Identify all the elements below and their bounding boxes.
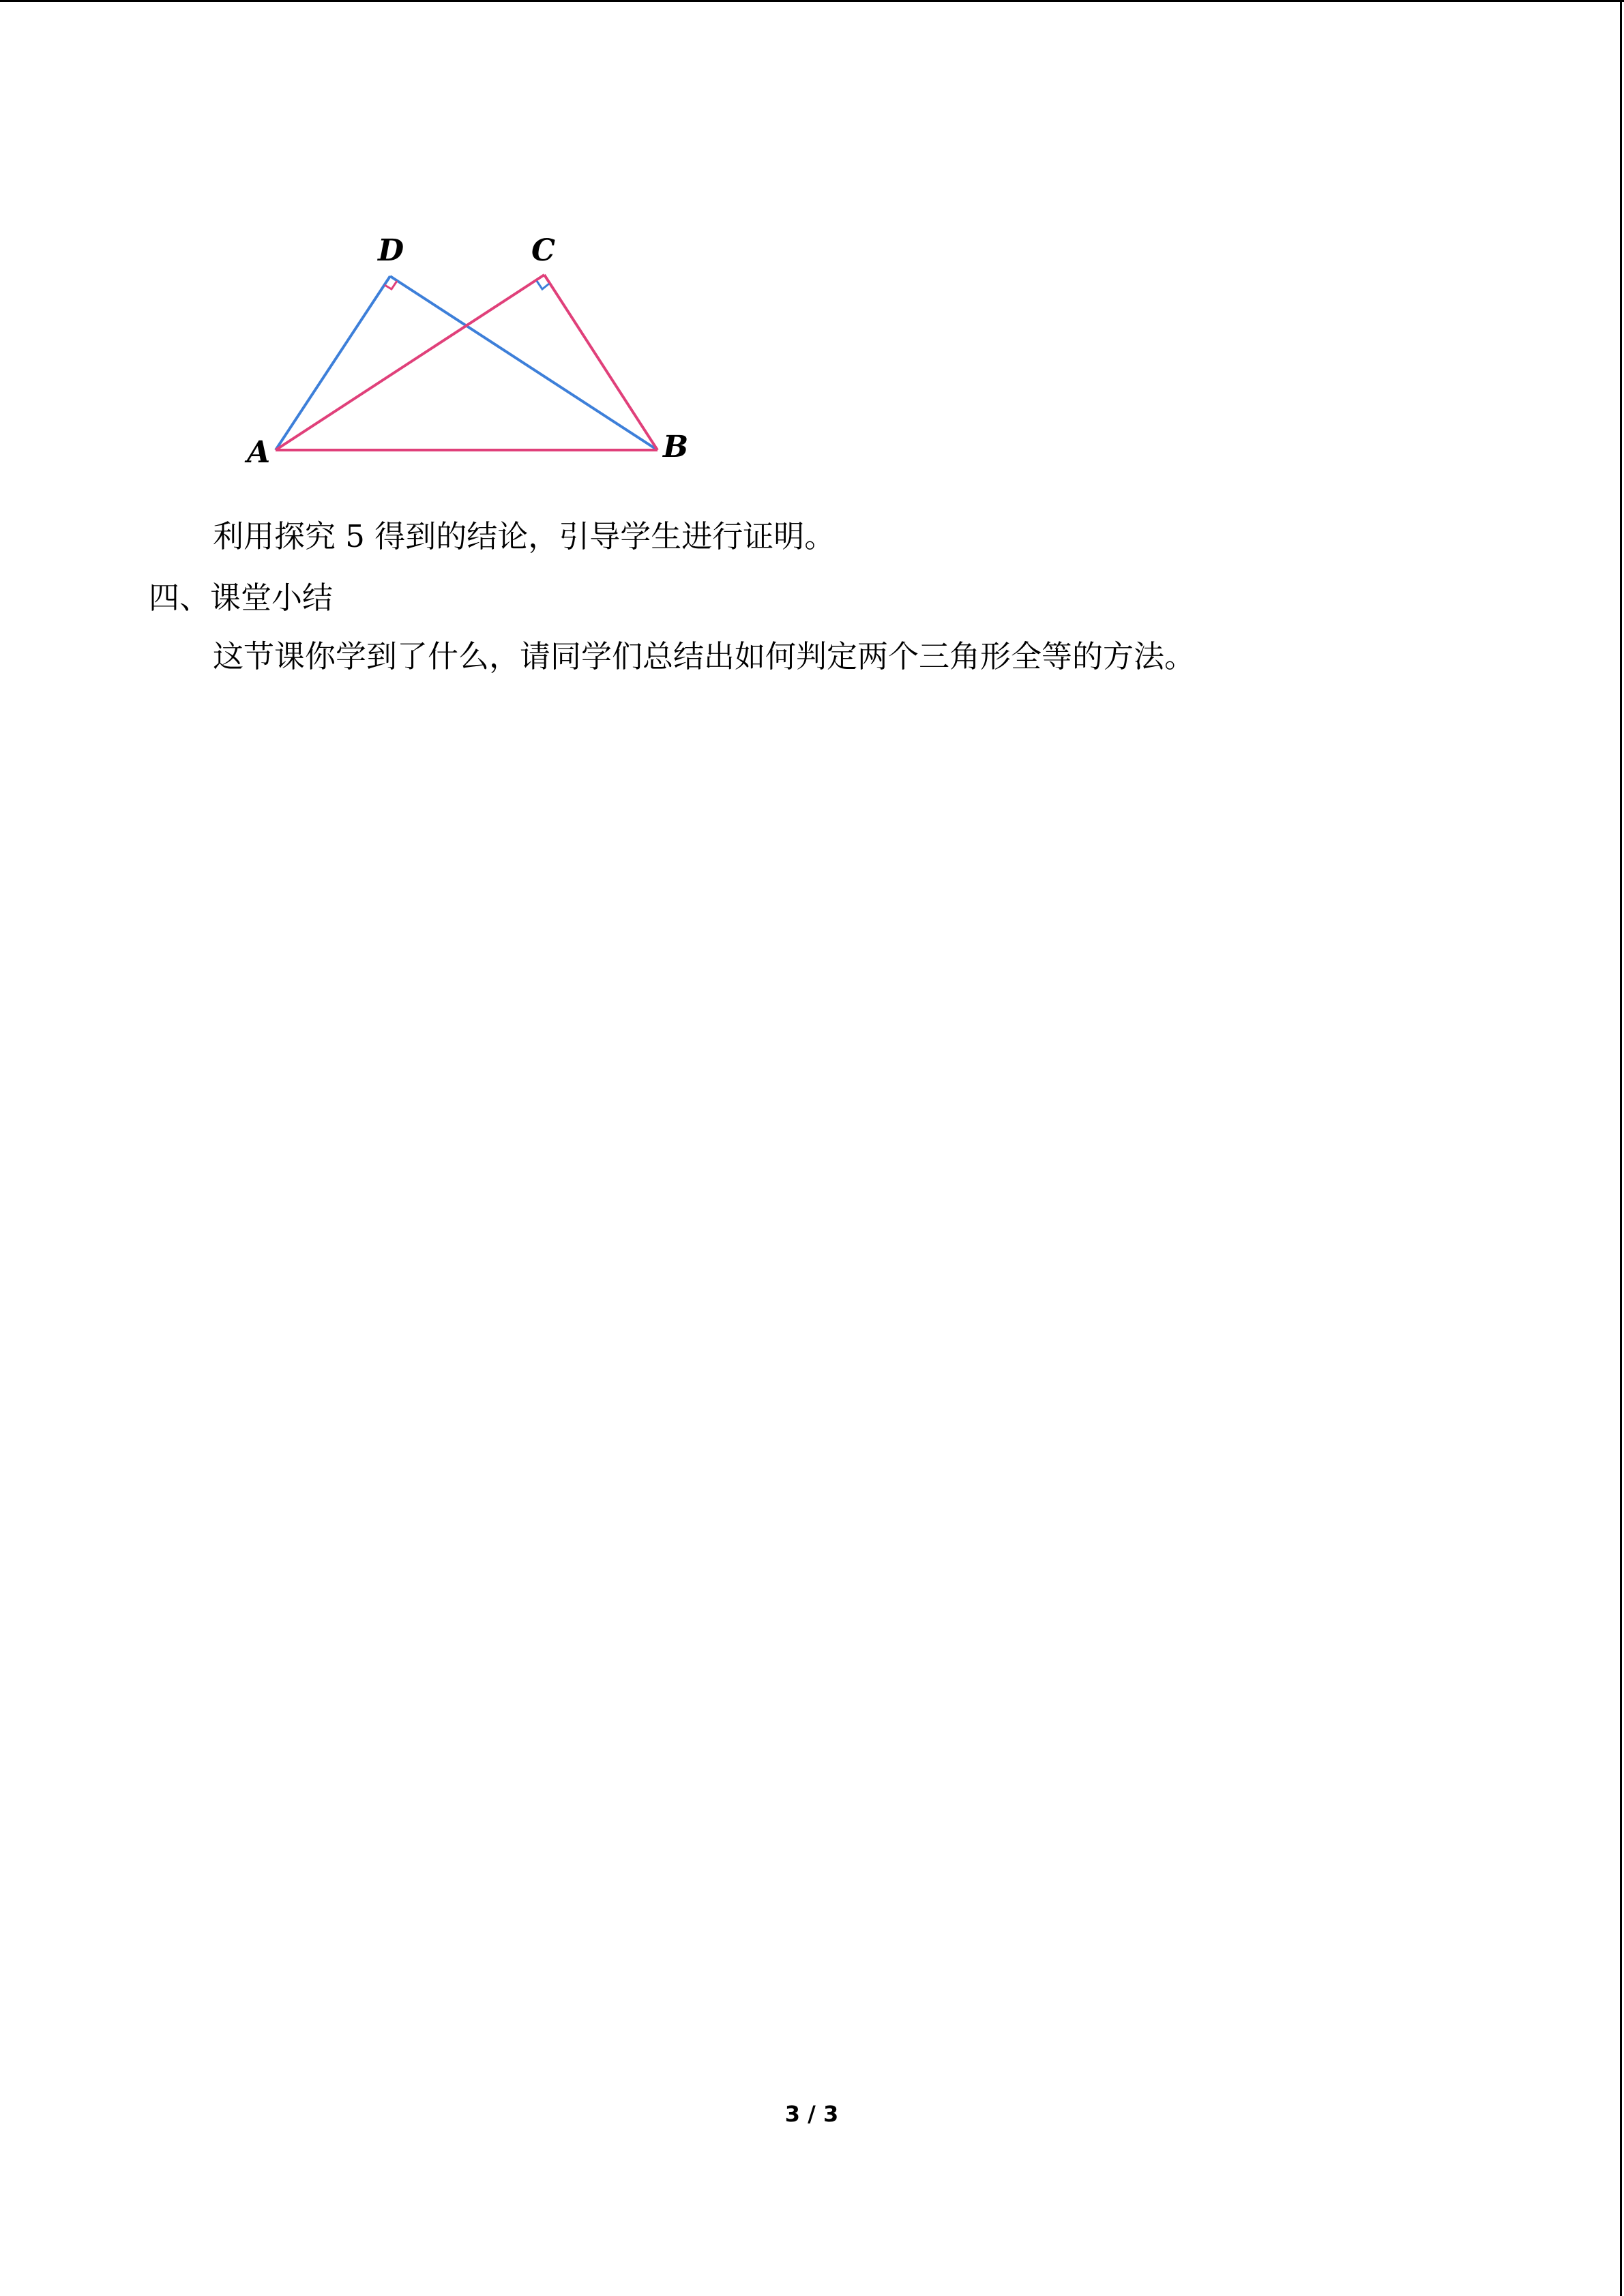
vertex-label-A: A [247,435,271,470]
top-border [0,0,1624,2]
segment-AD [276,276,390,450]
vertex-label-B: B [663,430,689,464]
segment-DB [390,276,658,450]
segment-CB [544,275,658,450]
page-number: 3 / 3 [784,2101,839,2127]
summary-paragraph: 这节课你学到了什么，请同学们总结出如何判定两个三角形全等的方法。 [213,638,1196,674]
segment-AC [276,275,544,450]
vertex-label-D: D [378,233,404,268]
vertex-label-C: C [531,233,556,268]
section-heading: 四、课堂小结 [149,580,334,616]
proof-hint-paragraph: 利用探究 5 得到的结论，引导学生进行证明。 [213,518,836,554]
geometry-figure [232,225,709,471]
triangle-diagram [232,225,709,471]
right-angle-mark-C [537,281,549,289]
right-border [1620,0,1622,2296]
